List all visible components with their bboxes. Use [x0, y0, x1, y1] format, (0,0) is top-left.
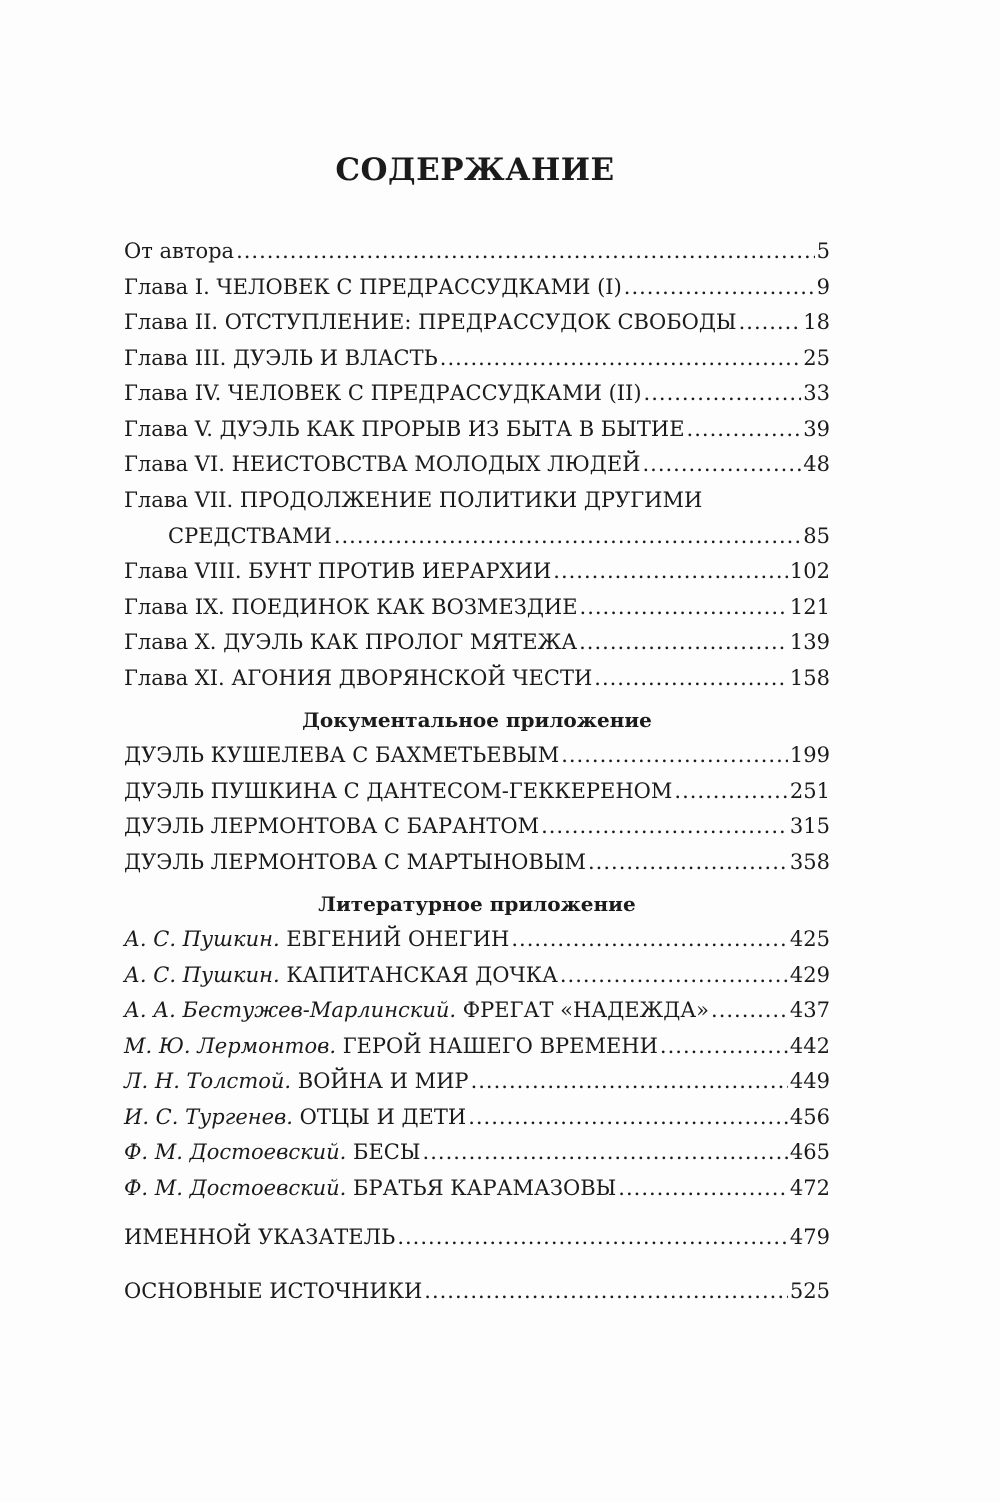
toc-entry — [124, 305, 830, 341]
toc-entry-label: Глава I. ЧЕЛОВЕК С ПРЕДРАССУДКАМИ (I) — [124, 274, 622, 299]
toc-entry — [124, 447, 830, 483]
toc-entry-page: 9 — [816, 274, 830, 299]
toc-entry-label: Глава V. ДУЭЛЬ КАК ПРОРЫВ ИЗ БЫТА В БЫТИЕ — [124, 416, 685, 441]
toc-entry-label — [124, 922, 509, 958]
dot-leader — [560, 958, 788, 994]
toc-entry-label: ОСНОВНЫЕ ИСТОЧНИКИ — [124, 1278, 423, 1303]
toc-entry-label: ДУЭЛЬ ЛЕРМОНТОВА С БАРАНТОМ — [124, 814, 540, 838]
toc-entry-label: ДУЭЛЬ ЛЕРМОНТОВА С МАРТЫНОВЫМ — [124, 849, 586, 874]
toc-entry-page: 48 — [803, 452, 830, 476]
dot-leader — [334, 519, 801, 555]
section-heading-documentary: Документальное приложение — [302, 708, 652, 732]
dot-leader — [674, 774, 788, 810]
toc-entry — [124, 554, 830, 590]
toc-entry-page: 85 — [803, 523, 830, 548]
toc-entry-page: 358 — [789, 849, 830, 874]
toc-entry-page: 139 — [789, 630, 830, 654]
toc-entry-label — [124, 1064, 469, 1100]
dot-leader — [397, 1220, 788, 1256]
toc-entry-page: 525 — [789, 1278, 830, 1303]
dot-leader — [541, 809, 788, 845]
toc-entry-label: ДУЭЛЬ КУШЕЛЕВА С БАХМЕТЬЕВЫМ — [124, 743, 560, 767]
toc-entry — [124, 993, 830, 1029]
dot-leader — [579, 625, 788, 661]
toc-entry — [124, 590, 830, 626]
toc-entry — [124, 270, 830, 306]
toc-entry — [124, 341, 830, 377]
dot-leader — [644, 376, 802, 412]
author-name: А. С. Пушкин. — [124, 927, 280, 951]
author-name: Ф. М. Достоевский. — [124, 1175, 347, 1200]
toc-entry-label — [124, 1171, 616, 1207]
toc-entry-page: 25 — [803, 345, 830, 370]
toc-entry-page: 437 — [789, 998, 830, 1022]
toc-entry — [124, 738, 830, 774]
dot-leader — [471, 1064, 788, 1100]
toc-entry — [124, 845, 830, 881]
table-of-contents — [124, 234, 830, 1309]
toc-entry-label: Глава VI. НЕИСТОВСТВА МОЛОДЫХ ЛЮДЕЙ — [124, 452, 641, 476]
dot-leader — [711, 993, 788, 1029]
toc-entry — [124, 774, 830, 810]
toc-entry — [124, 625, 830, 661]
toc-entry — [124, 1029, 830, 1065]
toc-entry-label — [124, 958, 558, 994]
toc-entry — [124, 1220, 830, 1256]
toc-entry-page: 102 — [789, 559, 830, 583]
dot-leader — [580, 590, 788, 626]
toc-entry — [124, 483, 830, 519]
toc-entry-page: 442 — [789, 1033, 830, 1058]
toc-entry-label — [124, 993, 709, 1029]
author-name: М. Ю. Лермонтов. — [124, 1033, 336, 1058]
toc-entry-page: 472 — [789, 1175, 830, 1200]
toc-entry-page: 465 — [789, 1140, 830, 1164]
dot-leader — [236, 234, 815, 270]
toc-entry-label: Глава VIII. БУНТ ПРОТИВ ИЕРАРХИИ — [124, 559, 552, 583]
dot-leader — [618, 1171, 788, 1207]
toc-entry-label: ИМЕННОЙ УКАЗАТЕЛЬ — [124, 1225, 396, 1249]
page-title: СОДЕРЖАНИЕ — [335, 152, 615, 188]
work-title: БЕСЫ — [353, 1140, 421, 1164]
toc-entry — [124, 1135, 830, 1171]
toc-entry-page: 449 — [789, 1069, 830, 1093]
dot-leader — [468, 1100, 788, 1136]
author-name: Ф. М. Достоевский. — [124, 1140, 347, 1164]
toc-entry-label: Глава X. ДУЭЛЬ КАК ПРОЛОГ МЯТЕЖА — [124, 630, 578, 654]
author-name: А. А. Бестужев-Марлинский. — [124, 998, 457, 1022]
toc-entry-label: ДУЭЛЬ ПУШКИНА С ДАНТЕСОМ-ГЕККЕРЕНОМ — [124, 778, 673, 803]
toc-entry — [124, 376, 830, 412]
dot-leader — [511, 922, 788, 958]
toc-entry-label: От автора — [124, 239, 235, 263]
toc-entry — [124, 1171, 830, 1207]
spacer — [124, 1206, 830, 1220]
dot-leader — [561, 738, 788, 774]
work-title: КАПИТАНСКАЯ ДОЧКА — [286, 962, 558, 987]
toc-entry-page: 39 — [803, 416, 830, 441]
author-name: А. С. Пушкин. — [124, 962, 280, 987]
work-title: ГЕРОЙ НАШЕГО ВРЕМЕНИ — [342, 1033, 658, 1058]
dot-leader — [687, 412, 802, 448]
work-title: БРАТЬЯ КАРАМАЗОВЫ — [353, 1175, 617, 1200]
dot-leader — [440, 341, 802, 377]
work-title: ВОЙНА И МИР — [297, 1069, 469, 1093]
toc-entry-page: 121 — [789, 594, 830, 619]
dot-leader — [739, 305, 802, 341]
toc-entry-label: Глава VII. ПРОДОЛЖЕНИЕ ПОЛИТИКИ ДРУГИМИ — [124, 487, 703, 512]
author-name: И. С. Тургенев. — [124, 1104, 293, 1129]
toc-entry-page: 5 — [816, 239, 830, 263]
toc-entry-page: 456 — [789, 1104, 830, 1129]
toc-entry-continuation — [124, 519, 830, 555]
work-title: ФРЕГАТ «НАДЕЖДА» — [462, 998, 710, 1022]
dot-leader — [624, 270, 815, 306]
spacer — [124, 1256, 830, 1274]
toc-entry-page: 425 — [789, 927, 830, 951]
toc-entry-page: 429 — [789, 962, 830, 987]
toc-entry — [124, 958, 830, 994]
author-name: Л. Н. Толстой. — [124, 1069, 292, 1093]
dot-leader — [424, 1274, 788, 1310]
dot-leader — [642, 447, 801, 483]
toc-entry-page: 479 — [789, 1225, 830, 1249]
section-heading-literary: Литературное приложение — [318, 892, 636, 916]
toc-entry-label: СРЕДСТВАМИ — [168, 523, 332, 548]
dot-leader — [594, 661, 788, 697]
toc-entry-label — [124, 1100, 466, 1136]
toc-entry — [124, 661, 830, 697]
work-title: ОТЦЫ И ДЕТИ — [299, 1104, 467, 1129]
toc-entry — [124, 1100, 830, 1136]
toc-entry — [124, 412, 830, 448]
toc-entry — [124, 1274, 830, 1310]
toc-entry — [124, 1064, 830, 1100]
toc-entry-label: Глава IV. ЧЕЛОВЕК С ПРЕДРАССУДКАМИ (II) — [124, 381, 642, 405]
toc-entry-page: 315 — [789, 814, 830, 838]
toc-entry-label: Глава II. ОТСТУПЛЕНИЕ: ПРЕДРАССУДОК СВОБОДЫ — [124, 310, 737, 334]
toc-entry-label: Глава IX. ПОЕДИНОК КАК ВОЗМЕЗДИЕ — [124, 594, 578, 619]
toc-entry — [124, 809, 830, 845]
toc-entry-page: 18 — [803, 310, 830, 334]
work-title: ЕВГЕНИЙ ОНЕГИН — [286, 927, 510, 951]
toc-entry — [124, 922, 830, 958]
toc-entry-label: Глава III. ДУЭЛЬ И ВЛАСТЬ — [124, 345, 438, 370]
dot-leader — [660, 1029, 788, 1065]
toc-entry-page: 33 — [803, 381, 830, 405]
toc-entry-page: 158 — [789, 665, 830, 690]
toc-entry-label: Глава XI. АГОНИЯ ДВОРЯНСКОЙ ЧЕСТИ — [124, 665, 593, 690]
toc-entry-page: 199 — [789, 743, 830, 767]
toc-entry-label — [124, 1135, 421, 1171]
toc-entry-label — [124, 1029, 658, 1065]
dot-leader — [423, 1135, 788, 1171]
dot-leader — [553, 554, 788, 590]
toc-entry — [124, 234, 830, 270]
dot-leader — [588, 845, 788, 881]
toc-entry-page: 251 — [789, 778, 830, 803]
